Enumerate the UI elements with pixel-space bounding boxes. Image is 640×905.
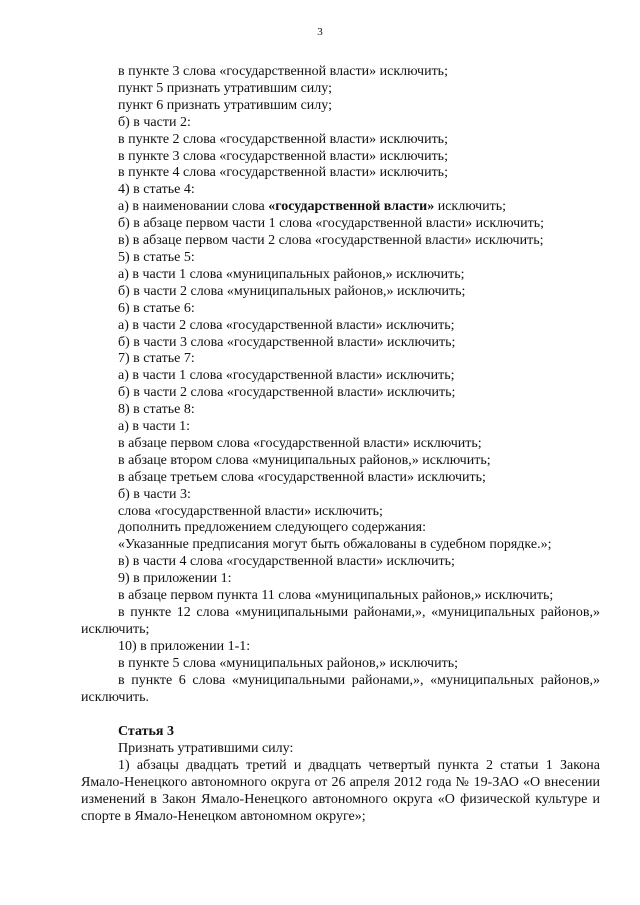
text-line: а) в части 1: xyxy=(118,419,190,435)
text-line: б) в части 3 слова «государственной власти» исключить; xyxy=(118,334,456,350)
text-line: а) в части 2 слова «государственной власти» исключить; xyxy=(118,317,455,333)
text-line: а) в части 1 слова «муниципальных районов,» исключить; xyxy=(118,266,465,282)
text-line: 7) в статье 7: xyxy=(118,351,195,367)
section-gap xyxy=(81,706,600,724)
text-line: 9) в приложении 1: xyxy=(118,571,232,587)
text-line: б) в части 2 слова «муниципальных районов,» исключить; xyxy=(118,283,466,299)
text-line: в пункте 3 слова «государственной власти» исключить; xyxy=(118,148,448,164)
text-line: 10) в приложении 1-1: xyxy=(118,638,251,654)
text-line: а) в части 1 слова «государственной власти» исключить; xyxy=(118,368,455,384)
text-line: 5) в статье 5: xyxy=(118,249,195,265)
text-line: «Указанные предписания могут быть обжалованы в судебном порядке.»; xyxy=(118,537,552,553)
text-line: в абзаце первом пункта 11 слова «муниципальных районов,» исключить; xyxy=(118,588,554,604)
text-line: 6) в статье 6: xyxy=(118,300,195,316)
text-line: б) в части 3: xyxy=(118,486,191,502)
text-line: в) в абзаце первом части 2 слова «государственной власти» исключить; xyxy=(118,233,544,249)
text-line: пункт 6 признать утратившим силу; xyxy=(118,97,332,113)
article-3-heading: Статья 3 xyxy=(118,724,174,740)
text-line: 4) в статье 4: xyxy=(118,182,195,198)
article-3-intro: Признать утратившими силу: xyxy=(118,741,294,757)
text-line: б) в части 2 слова «государственной власти» исключить; xyxy=(118,385,456,401)
text-line: б) в абзаце первом части 1 слова «государственной власти» исключить; xyxy=(118,216,544,232)
text-line-bold-phrase xyxy=(81,199,600,216)
article-3-item-1: 1) абзацы двадцать третий и двадцать четвертый пункта 2 статьи 1 Закона Ямало-Ненецкого автономного округа от 26 апреля 2012 года № 19-ЗАО «О внесении изменений в Закон Ямало-Ненецкого автономного округа «О физической культуре и спорте в Ямало-Ненецком автономном округе»; xyxy=(81,758,600,824)
text-line: б) в части 2: xyxy=(118,114,191,130)
text-line: слова «государственной власти» исключить; xyxy=(118,503,383,519)
text-line: в пункте 3 слова «государственной власти» исключить; xyxy=(118,64,448,79)
text-line: пункт 5 признать утратившим силу; xyxy=(118,80,332,96)
text-line: в) в части 4 слова «государственной власти» исключить; xyxy=(118,554,455,570)
text-line: в пункте 4 слова «государственной власти» исключить; xyxy=(118,165,448,181)
bold-line-after: исключить; xyxy=(434,199,507,215)
text-line: в абзаце первом слова «государственной власти» исключить; xyxy=(118,435,482,451)
text-line: дополнить предложением следующего содержания: xyxy=(118,520,426,536)
text-line: в абзаце третьем слова «государственной власти» исключить; xyxy=(118,469,486,485)
text-line: в абзаце втором слова «муниципальных районов,» исключить; xyxy=(118,452,491,468)
text-line: 8) в статье 8: xyxy=(118,402,195,418)
paragraph-item-10b: в пункте 6 слова «муниципальными районами,», «муниципальных районов,» исключить. xyxy=(81,672,600,705)
page-number: 3 xyxy=(317,26,323,38)
document-body xyxy=(81,64,600,826)
bold-phrase: «государственной власти» xyxy=(268,199,435,215)
paragraph-item-9b: в пункте 12 слова «муниципальными районами,», «муниципальных районов,» исключить; xyxy=(81,605,600,637)
text-line: в пункте 2 слова «государственной власти» исключить; xyxy=(118,131,448,147)
bold-line-before: а) в наименовании слова xyxy=(118,199,269,215)
text-line: в пункте 5 слова «муниципальных районов,» исключить; xyxy=(118,655,458,671)
